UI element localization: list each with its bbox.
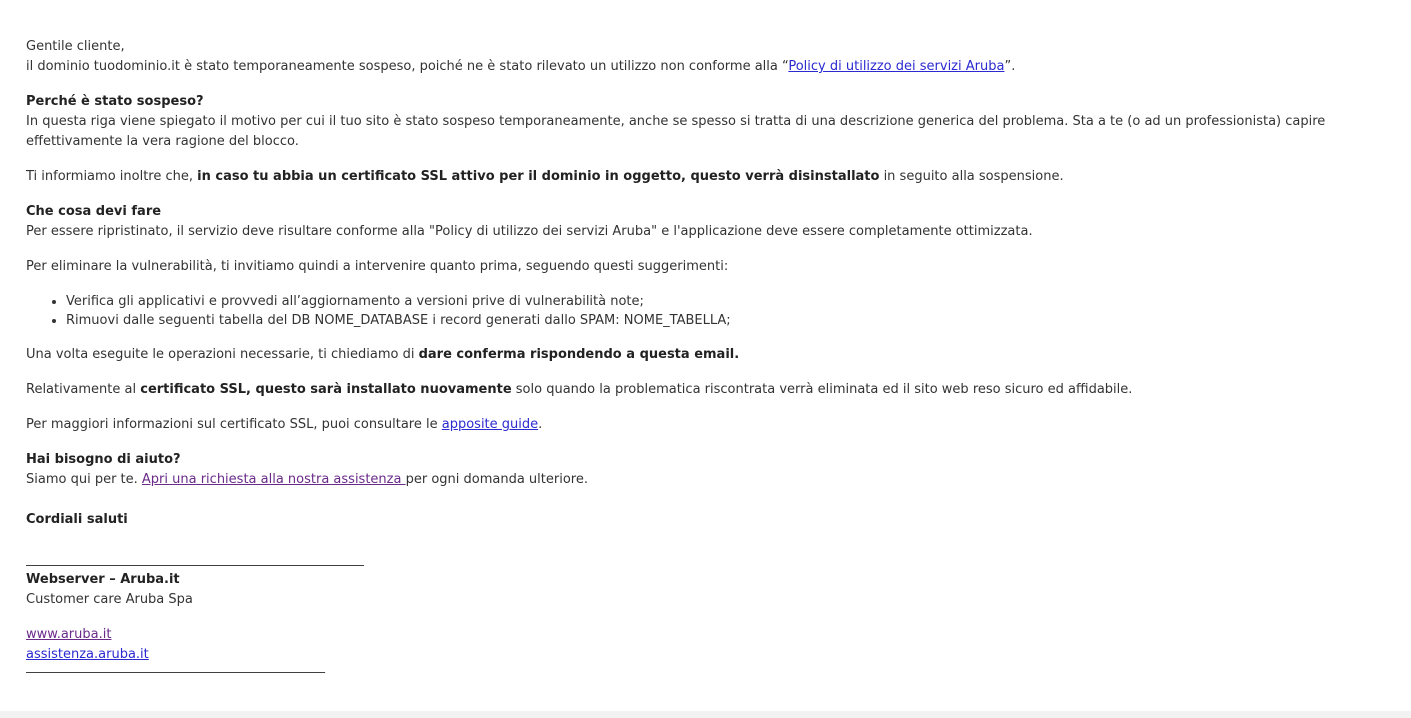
ssl-text-end: in seguito alla sospensione.: [879, 169, 1064, 184]
ssl-paragraph: [26, 167, 1396, 187]
confirm-paragraph: [26, 345, 1396, 365]
intro-paragraph: [26, 37, 1396, 77]
info-text-end: .: [538, 417, 543, 432]
signature-name: Webserver – Aruba.it: [26, 572, 180, 587]
vuln-paragraph: Per eliminare la vulnerabilità, ti invitiamo quindi a intervenire quanto prima, seguendo questi suggerimenti:: [26, 259, 729, 274]
divider-line: ____________________________________________________: [26, 552, 364, 567]
info-paragraph: [26, 415, 1396, 435]
ssl-bold: in caso tu abbia un certificato SSL attivo per il dominio in oggetto, questo verrà disinstallato: [197, 169, 880, 184]
help-text: Siamo qui per te.: [26, 472, 142, 487]
list-item: • Rimuovi dalle seguenti tabella del DB NOME_DATABASE i record generati dallo SPAM: NOME_TABELLA;: [66, 311, 1396, 330]
reinstall-bold: certificato SSL, questo sarà installato nuovamente: [140, 382, 512, 397]
footer-bar: [0, 711, 1411, 718]
policy-link[interactable]: Policy di utilizzo dei servizi Aruba: [788, 59, 1005, 74]
aruba-website-link[interactable]: www.aruba.it: [26, 627, 112, 642]
ssl-text: Ti informiamo inoltre che,: [26, 169, 198, 184]
divider-line: ______________________________________________: [26, 659, 325, 674]
why-heading: Perché è stato sospeso?: [26, 94, 204, 109]
reinstall-text-end: solo quando la problematica riscontrata verrà eliminata ed il sito web reso sicuro ed affidabile.: [511, 382, 1133, 397]
confirm-bold: dare conferma rispondendo a questa email.: [418, 347, 740, 362]
why-section: [26, 92, 1396, 152]
reinstall-text: Relativamente al: [26, 382, 141, 397]
suggestion-list: [26, 292, 1396, 330]
help-heading: Hai bisogno di aiuto?: [26, 452, 181, 467]
support-request-link[interactable]: Apri una richiesta alla nostra assistenza: [141, 472, 406, 487]
info-text: Per maggiori informazioni sul certificato SSL, puoi consultare le: [26, 417, 442, 432]
todo-heading: Che cosa devi fare: [26, 204, 162, 219]
assistance-link[interactable]: assistenza.aruba.it: [26, 647, 149, 662]
email-body: [26, 37, 1396, 677]
confirm-text: Una volta eseguite le operazioni necessarie, ti chiediamo di: [26, 347, 419, 362]
intro-text: il dominio tuodominio.it è stato temporaneamente sospeso, poiché ne è stato rilevato un utilizzo non conforme alla “: [26, 59, 789, 74]
greeting: Gentile cliente,: [26, 39, 125, 54]
todo-text: Per essere ripristinato, il servizio deve risultare conforme alla "Policy di utilizzo dei servizi Aruba" e l'applicazione deve essere completamente ottimizzata.: [26, 224, 1033, 239]
intro-text-end: ”.: [1004, 59, 1016, 74]
list-item: • Verifica gli applicativi e provvedi all’aggiornamento a versioni prive di vulnerabilità note;: [66, 292, 1396, 311]
help-text-end: per ogni domanda ulteriore.: [405, 472, 588, 487]
closing: Cordiali saluti: [26, 512, 128, 527]
signature-org: Customer care Aruba Spa: [26, 592, 193, 607]
guides-link[interactable]: apposite guide: [441, 417, 539, 432]
help-section: [26, 450, 1396, 490]
why-text: In questa riga viene spiegato il motivo per cui il tuo sito è stato sospeso temporaneamente, anche se spesso si tratta di una descrizione generica del problema. Sta a te (o ad un professionista) capire effettivamente la vera ragione del blocco.: [26, 114, 1326, 149]
reinstall-paragraph: [26, 380, 1396, 400]
todo-section: [26, 202, 1396, 242]
